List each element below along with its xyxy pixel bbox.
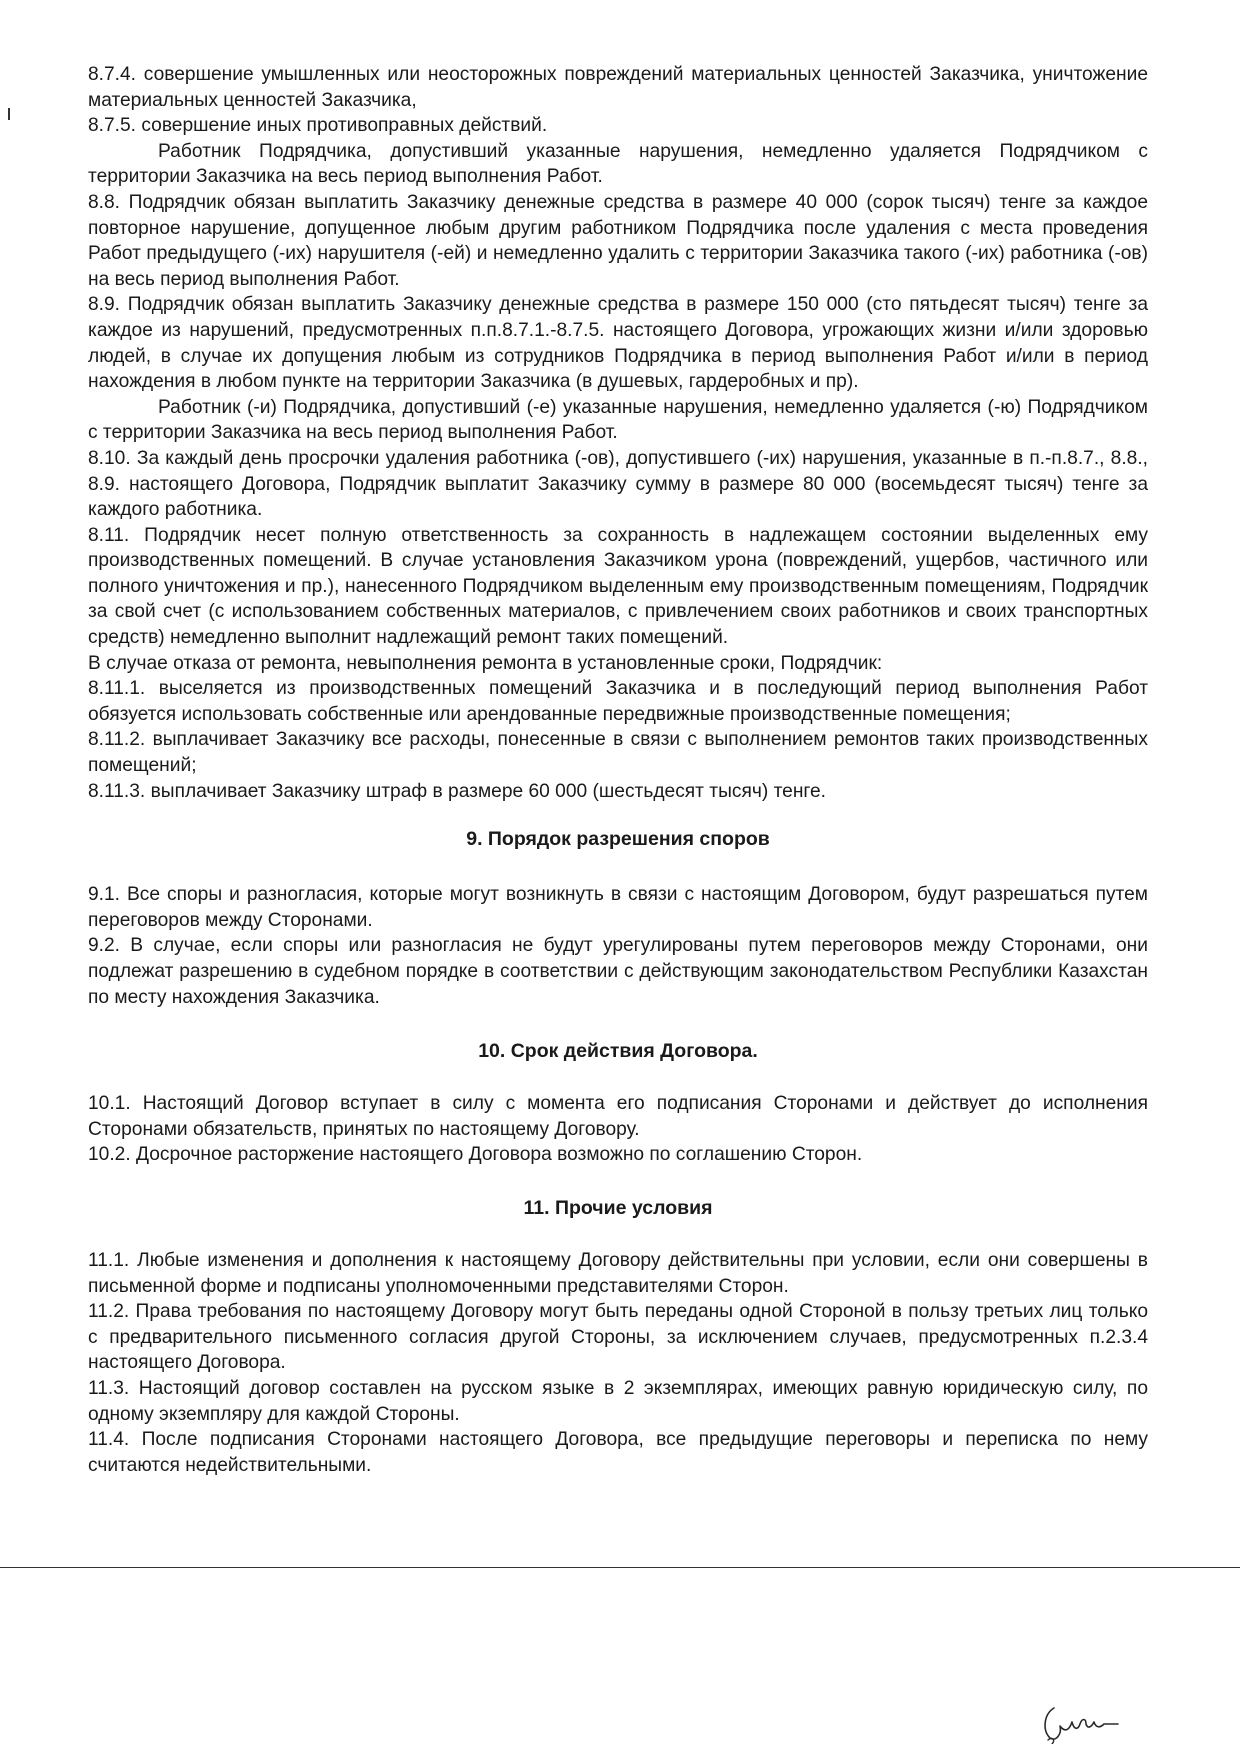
clause-8-7-note: Работник Подрядчика, допустивший указанные нарушения, немедленно удаляется Подрядчиком с территории Заказчика на весь период выполнения Работ. [88, 140, 1148, 188]
clause-11-1: 11.1. Любые изменения и дополнения к настоящему Договору действительны при условии, если они совершены в письменной форме и подписаны уполномоченными представителями Сторон. [88, 1249, 1148, 1297]
clause-8-8: 8.8. Подрядчик обязан выплатить Заказчику денежные средства в размере 40 000 (сорок тысяч) тенге за каждое повторное нарушение, допущенное любым другим работником Подрядчика после удаления с места проведения Работ предыдущего (-их) нарушителя (-ей) и немедленно удалить с территории Заказчика такого (-их) работника (-ов) на весь период выполнения Работ. [88, 191, 1148, 290]
clause-8-10: 8.10. За каждый день просрочки удаления работника (-ов), допустившего (-их) нарушения, указанные в п.-п.8.7., 8.8., 8.9. настоящего Договора, Подрядчик выплатит Заказчику сумму в размере 80 000 (восемьдесят тысяч) тенге за каждого работника. [88, 447, 1148, 521]
clause-9-1: 9.1. Все споры и разногласия, которые могут возникнуть в связи с настоящим Договором, будут разрешаться путем переговоров между Сторонами. [88, 884, 1148, 931]
clause-10-2: 10.2. Досрочное расторжение настоящего Договора возможно по соглашению Сторон. [88, 1144, 863, 1166]
page-divider-line [0, 1567, 1240, 1568]
section-9 [88, 882, 1148, 1010]
clause-8-11-2: 8.11.2. выплачивает Заказчику все расходы, понесенные в связи с выполнением ремонтов таких производственных помещений; [88, 729, 1148, 777]
margin-mark [8, 108, 10, 120]
section-9-heading: 9. Порядок разрешения споров [466, 828, 770, 851]
document-page [88, 62, 1148, 1478]
handwritten-signature-icon [1040, 1700, 1130, 1744]
clause-9-2: 9.2. В случае, если споры или разногласия не будут урегулированы путем переговоров между Сторонами, они подлежат разрешению в судебном порядке в соответствии с действующим законодательством Республики Казахстан по месту нахождения Заказчика. [88, 935, 1148, 1008]
section-10 [88, 1091, 1148, 1168]
clause-8-9: 8.9. Подрядчик обязан выплатить Заказчику денежные средства в размере 150 000 (сто пятьдесят тысяч) тенге за каждое из нарушений, предусмотренных п.п.8.7.1.-8.7.5. настоящего Договора, угрожающих жизни и/или здоровью людей, в случае их допущения любым из сотрудников Подрядчика в период выполнения Работ и/или в период нахождения в любом пункте на территории Заказчика (в душевых, гардеробных и пр). [88, 294, 1148, 393]
clause-8-11: 8.11. Подрядчик несет полную ответственность за сохранность в надлежащем состоянии выделенных ему производственных помещений. В случае установления Заказчиком урона (повреждений, ущербов, частичного или полного уничтожения и пр.), нанесенного Подрядчиком выделенным ему производственным помещениям, Подрядчик за свой счет (с использованием собственных материалов, с привлечением своих работников и своих транспортных средств) немедленно выполнит надлежащий ремонт таких помещений. [88, 524, 1148, 649]
clause-8-7-4: 8.7.4. совершение умышленных или неосторожных повреждений материальных ценностей Заказчика, уничтожение материальных ценностей Заказчика, [88, 64, 1148, 111]
section-11-heading: 11. Прочие условия [523, 1196, 713, 1219]
clause-11-2: 11.2. Права требования по настоящему Договору могут быть переданы одной Стороной в пользу третьих лиц только с предварительного письменного согласия другой Стороны, за исключением случаев, предусмотренных п.2.3.4 настоящего Договора. [88, 1301, 1148, 1374]
clause-8-11-1: 8.11.1. выселяется из производственных помещений Заказчика и в последующий период выполнения Работ обязуется использовать собственные или арендованные передвижные производственные помещения; [88, 678, 1148, 725]
clause-11-4: 11.4. После подписания Сторонами настоящего Договора, все предыдущие переговоры и переписка по нему считаются недействительными. [88, 1429, 1148, 1476]
section-8-continued [88, 62, 1148, 804]
clause-10-1: 10.1. Настоящий Договор вступает в силу с момента его подписания Сторонами и действует до исполнения Сторонами обязательств, принятых по настоящему Договору. [88, 1093, 1148, 1140]
clause-8-9-note: Работник (-и) Подрядчика, допустивший (-е) указанные нарушения, немедленно удаляется (-ю) Подрядчиком с территории Заказчика на весь период выполнения Работ. [88, 396, 1148, 444]
clause-8-7-5: 8.7.5. совершение иных противоправных действий. [88, 115, 548, 137]
clause-8-11-intro: В случае отказа от ремонта, невыполнения ремонта в установленные сроки, Подрядчик: [88, 652, 883, 674]
section-11 [88, 1248, 1148, 1478]
clause-8-11-3: 8.11.3. выплачивает Заказчику штраф в размере 60 000 (шестьдесят тысяч) тенге. [88, 780, 827, 802]
clause-11-3: 11.3. Настоящий договор составлен на русском языке в 2 экземплярах, имеющих равную юридическую силу, по одному экземпляру для каждой Стороны. [88, 1377, 1148, 1425]
section-10-heading: 10. Срок действия Договора. [478, 1040, 758, 1063]
